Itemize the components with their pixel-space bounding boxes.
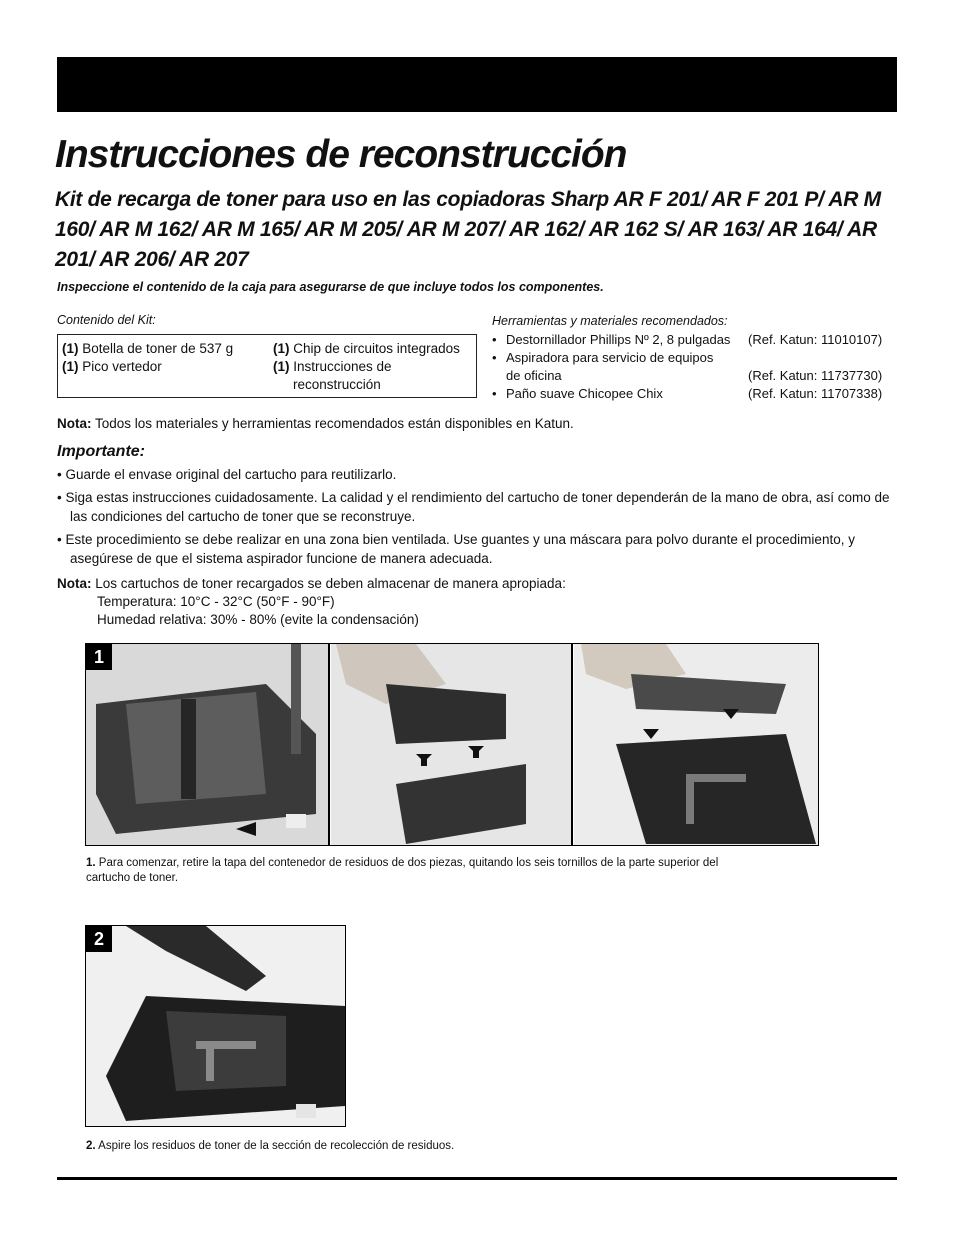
tools-label: Herramientas y materiales recomendados: bbox=[492, 314, 728, 328]
step-2-photo bbox=[86, 926, 345, 1126]
step-1-figure bbox=[85, 643, 819, 846]
step-2-number: 2 bbox=[86, 926, 112, 952]
kit-item: (1) Chip de circuitos integrados bbox=[273, 341, 460, 356]
kit-item: reconstrucción bbox=[293, 377, 381, 392]
tool-row: • Aspiradora para servicio de equipos bbox=[492, 350, 714, 365]
tool-row: • Destornillador Phillips Nº 2, 8 pulgadas (Ref. Katun: 11010107) bbox=[492, 332, 883, 347]
important-bullet: • Siga estas instrucciones cuidadosamente. La calidad y el rendimiento del cartucho de toner dependerán de la mano de obra, así como de las condiciones del cartucho de toner que se reconstruye. bbox=[57, 490, 890, 524]
step-1-caption: 1. Para comenzar, retire la tapa del contenedor de residuos de dos piezas, quitando los seis tornillos de la parte superior del cartucho de toner. bbox=[86, 857, 719, 884]
kit-item: (1) Botella de toner de 537 g bbox=[62, 341, 234, 356]
step-2-figure bbox=[85, 925, 346, 1127]
important-bullet: • Guarde el envase original del cartucho para reutilizarlo. bbox=[57, 467, 397, 482]
step-2-caption: 2. Aspire los residuos de toner de la sección de recolección de residuos. bbox=[86, 1140, 455, 1152]
tool-row: • Paño suave Chicopee Chix (Ref. Katun: 11707338) bbox=[492, 386, 883, 401]
header-bar bbox=[57, 57, 897, 112]
important-bullet: • Este procedimiento se debe realizar en una zona bien ventilada. Use guantes y una máscara para polvo durante el procedimiento, y asegúrese de que el sistema aspirador funcione de manera adecuada. bbox=[57, 532, 855, 566]
kit-item: (1) Instrucciones de bbox=[273, 359, 392, 374]
inspect-note: Inspeccione el contenido de la caja para asegurarse de que incluye todos los componentes. bbox=[57, 280, 604, 294]
footer-rule bbox=[57, 1177, 897, 1180]
page-subtitle: Kit de recarga de toner para uso en las copiadoras Sharp AR F 201/ AR F 201 P/ AR M 160/ AR M 162/ AR M 165/ AR M 205/ AR M 207/ AR 162/ AR 162 S/ AR 163/ AR 164/ AR 201/ AR 206/ AR 207 bbox=[55, 188, 881, 271]
step-1-photos bbox=[86, 644, 818, 845]
note-materials: Nota: Todos los materiales y herramientas recomendados están disponibles en Katun. bbox=[57, 416, 574, 431]
kit-contents-label: Contenido del Kit: bbox=[57, 313, 156, 327]
note-storage: Nota: Los cartuchos de toner recargados se deben almacenar de manera apropiada: Temperatura: 10°C - 32°C (50°F - 90°F) Humedad relativa: 30% - 80% (evite la condensación) bbox=[57, 576, 566, 627]
kit-item: (1) Pico vertedor bbox=[62, 359, 162, 374]
page-title: Instrucciones de reconstrucción bbox=[55, 133, 627, 176]
kit-contents-box bbox=[57, 334, 477, 398]
tool-row: de oficina (Ref. Katun: 11737730) bbox=[506, 368, 883, 383]
step-1-number: 1 bbox=[86, 644, 112, 670]
important-heading: Importante: bbox=[57, 443, 145, 460]
